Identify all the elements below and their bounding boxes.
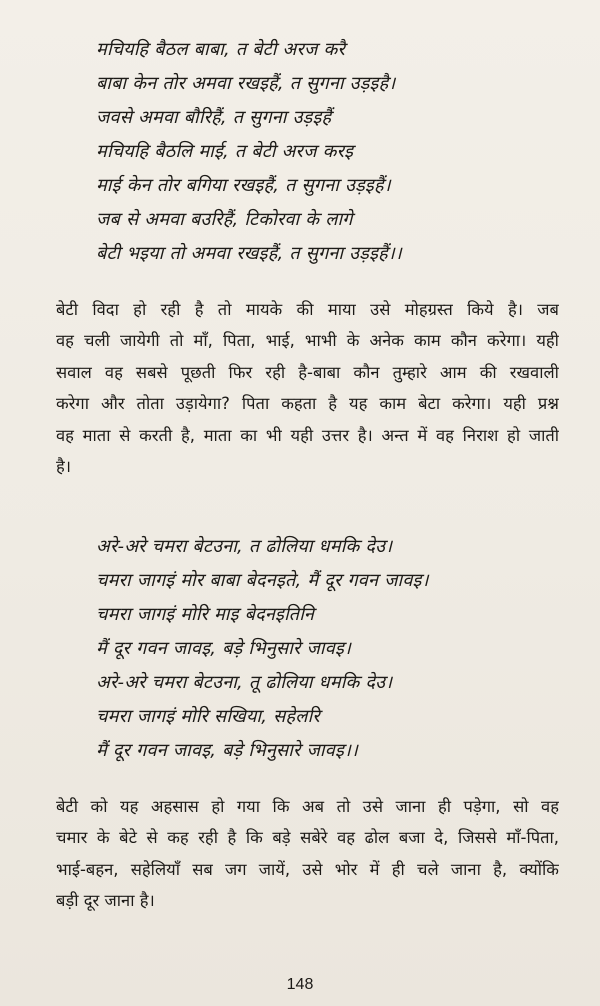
verse-line: अरे-अरे चमरा बेटउना, त ढोलिया धमकि देउ।	[96, 536, 393, 557]
verse-line: माई केन तोर बगिया रखइहैं, त सुगना उड़इहैं।	[96, 175, 391, 196]
verse-line: बाबा केन तोर अमवा रखइहैं, त सुगना उड़इहै।	[96, 73, 396, 94]
prose-paragraph-1	[56, 294, 559, 482]
verse-line: मचियहि बैठलि माई, त बेटी अरज करइ	[96, 141, 354, 162]
prose-paragraph-2	[56, 791, 559, 917]
verse-line: बेटी भइया तो अमवा रखइहैं, त सुगना उड़इहैं।।	[96, 243, 402, 264]
verse-line: मचियहि बैठल बाबा, त बेटी अरज करै	[96, 39, 346, 60]
verse-line: अरे-अरे चमरा बेटउना, तू ढोलिया धमकि देउ।	[96, 672, 393, 693]
verse-line: जब से अमवा बउरिहैं, टिकोरवा के लागे	[96, 209, 353, 230]
verse-line: मैं दूर गवन जावइ, बड़े भिनुसारे जावइ।।	[96, 740, 359, 761]
folk-song-verse-1	[96, 33, 580, 271]
paragraph-line: सवाल वह सबसे पूछती फिर रही है-बाबा कौन तुम्हारे आम की रखवाली	[56, 362, 559, 382]
folk-song-verse-2	[96, 530, 580, 768]
paragraph-line: चमार के बेटे से कह रही है कि बड़े सबेरे वह ढोल बजा दे, जिससे माँ-पिता,	[56, 828, 559, 848]
verse-line: चमरा जागइं मोरि माइ बेदनइतिनि	[96, 604, 315, 625]
verse-line: चमरा जागइं मोरि सखिया, सहेलरि	[96, 706, 320, 727]
verse-line: मैं दूर गवन जावइ, बड़े भिनुसारे जावइ।	[96, 638, 352, 659]
paragraph-line: वह चली जायेगी तो माँ, पिता, भाई, भाभी के अनेक काम कौन करेगा। यही	[56, 331, 559, 351]
page-number: 148	[286, 976, 314, 993]
paragraph-line: बेटी को यह अहसास हो गया कि अब तो उसे जाना ही पड़ेगा, सो वह	[56, 797, 559, 816]
paragraph-line: बड़ी दूर जाना है।	[56, 891, 155, 911]
verse-line: चमरा जागइं मोर बाबा बेदनइते, मैं दूर गवन जावइ।	[96, 570, 429, 591]
paragraph-line: है।	[56, 456, 72, 476]
paragraph-line: बेटी विदा हो रही है तो मायके की माया उसे मोहग्रस्त किये है। जब	[56, 300, 559, 319]
verse-line: जवसे अमवा बौरिहैं, त सुगना उड़इहैं	[96, 107, 332, 128]
paragraph-line: भाई-बहन, सहेलियाँ सब जग जायें, उसे भोर में ही चले जाना है, क्योंकि	[56, 859, 559, 879]
paragraph-line: करेगा और तोता उड़ायेगा? पिता कहता है यह काम बेटा करेगा। यही प्रश्न	[56, 394, 559, 414]
paragraph-line: वह माता से करती है, माता का भी यही उत्तर है। अन्त में वह निराश हो जाती	[56, 425, 559, 445]
